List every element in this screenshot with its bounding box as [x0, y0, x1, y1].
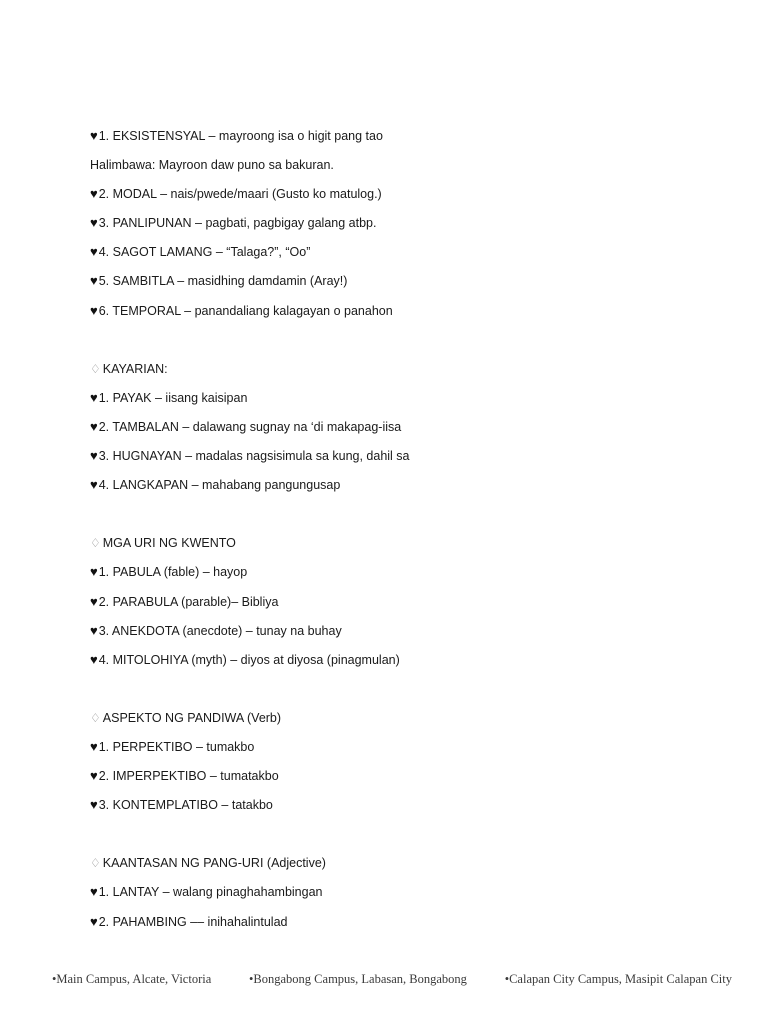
heart-icon: ♥: [90, 186, 98, 202]
list-item-text: 1. PERPEKTIBO – tumakbo: [98, 739, 255, 754]
heart-icon: ♥: [90, 738, 98, 754]
list-item: [90, 213, 730, 242]
section-spacer: [90, 504, 730, 533]
list-item: [90, 388, 730, 417]
gem-icon: ♢: [90, 361, 101, 376]
section-heading: [90, 533, 730, 562]
example-line: [90, 155, 730, 184]
gem-icon: ♢: [90, 710, 101, 725]
list-item-text: 1. PAYAK – iisang kaisipan: [98, 390, 248, 405]
list-item: [90, 301, 730, 330]
list-item: [90, 126, 730, 155]
section-heading: [90, 853, 730, 882]
section-heading: [90, 708, 730, 737]
list-item: [90, 912, 730, 941]
heart-icon: ♥: [90, 273, 98, 289]
list-item: [90, 621, 730, 650]
gem-icon: ♢: [90, 536, 101, 551]
list-item-text: 2. TAMBALAN – dalawang sugnay na ‘di makapag-iisa: [98, 419, 402, 434]
heart-icon: ♥: [90, 418, 98, 434]
list-item-text: 6. TEMPORAL – panandaliang kalagayan o panahon: [98, 303, 393, 318]
section-heading-text: ASPEKTO NG PANDIWA (Verb): [102, 710, 282, 725]
heart-icon: ♥: [90, 215, 98, 231]
document-body: [90, 126, 730, 941]
section-heading-text: KAYARIAN:: [102, 361, 168, 376]
list-item: [90, 650, 730, 679]
heart-icon: ♥: [90, 244, 98, 260]
footer: [52, 972, 732, 987]
heart-icon: ♥: [90, 302, 98, 318]
list-item-text: 2. PAHAMBING –– inihahalintulad: [98, 914, 288, 929]
list-item-text: 1. PABULA (fable) – hayop: [98, 565, 248, 580]
list-item: [90, 271, 730, 300]
gem-icon: ♢: [90, 856, 101, 871]
list-item: [90, 242, 730, 271]
heart-icon: ♥: [90, 477, 98, 493]
footer-campus-bongabong: •Bongabong Campus, Labasan, Bongabong: [249, 972, 467, 986]
list-item-text: Halimbawa: Mayroon daw puno sa bakuran.: [90, 158, 334, 173]
footer-campus-main: •Main Campus, Alcate, Victoria: [52, 972, 212, 986]
list-item: [90, 475, 730, 504]
heart-icon: ♥: [90, 448, 98, 464]
list-item-text: 4. SAGOT LAMANG – “Talaga?”, “Oo”: [98, 245, 311, 260]
heart-icon: ♥: [90, 884, 98, 900]
list-item: [90, 562, 730, 591]
list-item: [90, 795, 730, 824]
heart-icon: ♥: [90, 564, 98, 580]
list-item-text: 2. IMPERPEKTIBO – tumatakbo: [98, 769, 279, 784]
list-item-text: 5. SAMBITLA – masidhing damdamin (Aray!): [98, 274, 348, 289]
heart-icon: ♥: [90, 913, 98, 929]
heart-icon: ♥: [90, 797, 98, 813]
list-item-text: 3. KONTEMPLATIBO – tatakbo: [98, 798, 273, 813]
heart-icon: ♥: [90, 389, 98, 405]
list-item-text: 1. EKSISTENSYAL – mayroong isa o higit pang tao: [98, 129, 383, 143]
heart-icon: ♥: [90, 622, 98, 638]
list-item-text: 2. MODAL – nais/pwede/maari (Gusto ko matulog.): [98, 187, 382, 202]
heart-icon: ♥: [90, 768, 98, 784]
section-spacer: [90, 679, 730, 708]
heart-icon: ♥: [90, 593, 98, 609]
footer-campus-calapan: •Calapan City Campus, Masipit Calapan City: [504, 972, 732, 986]
section-spacer: [90, 824, 730, 853]
list-item-text: 3. ANEKDOTA (anecdote) – tunay na buhay: [98, 623, 342, 638]
list-item-text: 1. LANTAY – walang pinaghahambingan: [98, 885, 323, 900]
list-item: [90, 417, 730, 446]
section-heading-text: KAANTASAN NG PANG-URI (Adjective): [102, 856, 326, 871]
list-item-text: 2. PARABULA (parable)– Bibliya: [98, 594, 279, 609]
list-item: [90, 882, 730, 911]
list-item-text: 3. PANLIPUNAN – pagbati, pagbigay galang atbp.: [98, 216, 377, 231]
list-item: [90, 737, 730, 766]
section-heading: [90, 359, 730, 388]
list-item-text: 4. LANGKAPAN – mahabang pangungusap: [98, 478, 341, 493]
list-item-text: 3. HUGNAYAN – madalas nagsisimula sa kung, dahil sa: [98, 449, 410, 464]
section-spacer: [90, 330, 730, 359]
section-heading-text: MGA URI NG KWENTO: [102, 536, 236, 551]
list-item-text: 4. MITOLOHIYA (myth) – diyos at diyosa (pinagmulan): [98, 652, 400, 667]
list-item: [90, 766, 730, 795]
heart-icon: ♥: [90, 651, 98, 667]
list-item: [90, 446, 730, 475]
list-item: [90, 184, 730, 213]
heart-icon: ♥: [90, 128, 98, 143]
list-item: [90, 592, 730, 621]
